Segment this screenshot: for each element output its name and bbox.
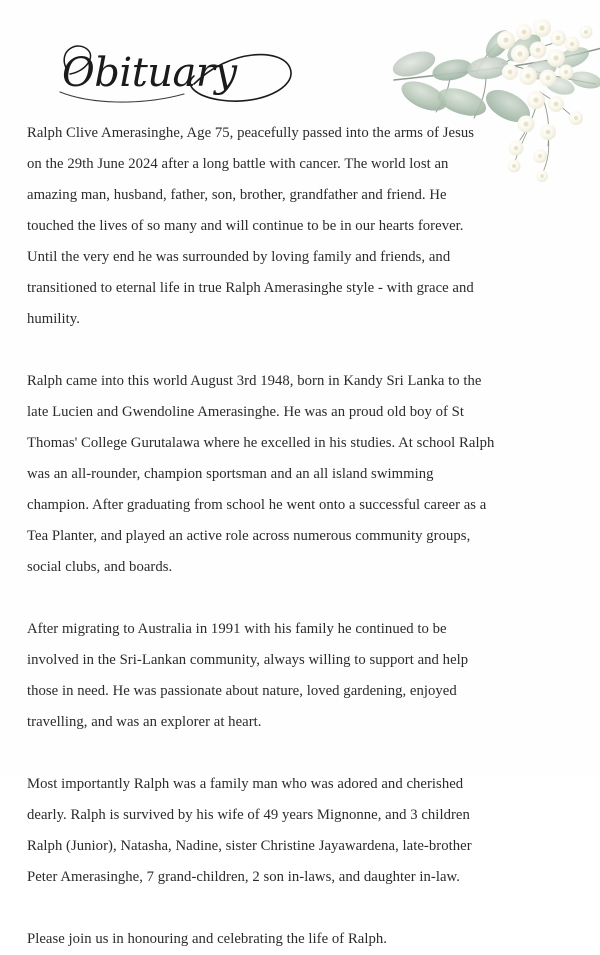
paragraph-family: Most importantly Ralph was a family man who was adored and cherished dearly. Ralph is survived by his wife of 49 years Mignonne, and 3 children Ralph (Junior), Natasha, Nadine, sister Christine Jayawardena, late-brother Peter Amerasinghe, 7 grand-children, 2 son in-laws, and daughter in-law.	[27, 776, 472, 885]
page-title	[44, 34, 304, 112]
paragraph-passing: Ralph Clive Amerasinghe, Age 75, peacefully passed into the arms of Jesus on the 29th June 2024 after a long battle with cancer. The world lost an amazing man, husband, father, son, brother, grandfather and friend. He touched the lives of so many and will continue to be in our hearts forever. Until the very end he was surrounded by loving family and friends, and transitioned to eternal life in true Ralph Amerasinghe style - with grace and humility.	[27, 125, 475, 327]
title-text: Obituary	[62, 50, 237, 96]
paragraph-invitation: Please join us in honouring and celebrating the life of Ralph.	[27, 931, 388, 947]
paragraph-australia: After migrating to Australia in 1991 with his family he continued to be involved in the Sri-Lankan community, always willing to support and help those in need. He was passionate about nature, loved gardening, enjoyed travelling, and was an explorer at heart.	[27, 621, 469, 730]
paragraph-early-life: Ralph came into this world August 3rd 1948, born in Kandy Sri Lanka to the late Lucien and Gwendoline Amerasinghe. He was an proud old boy of St Thomas' College Gurutalawa where he excelled in his studies. At school Ralph was an all-rounder, champion sportsman and an all island swimming champion. After graduating from school he went onto a successful career as a Tea Planter, and played an active role across numerous community groups, social clubs, and boards.	[27, 373, 495, 575]
obituary-body	[27, 118, 499, 955]
